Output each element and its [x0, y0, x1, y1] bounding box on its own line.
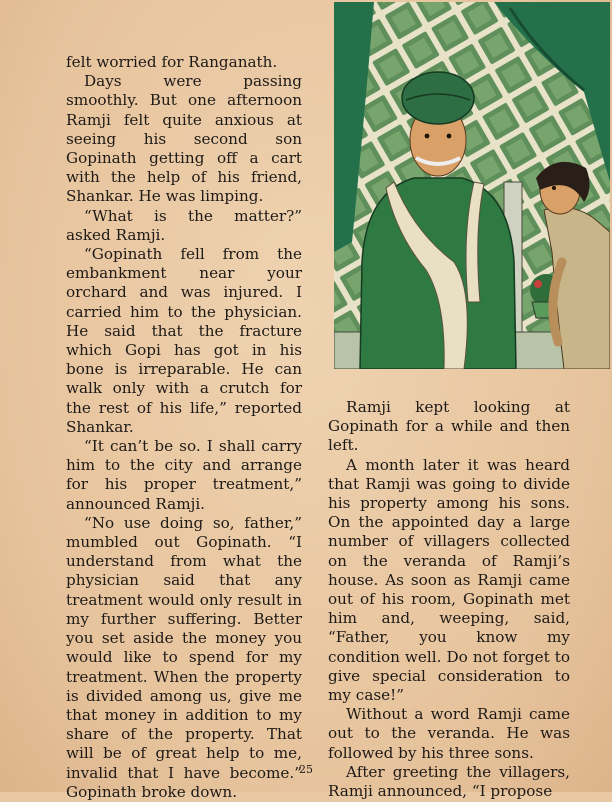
- left-text-column: [66, 53, 302, 802]
- right-text-column: [328, 398, 570, 801]
- paragraph: Ramji kept looking at Gopinath for a while and then left.: [328, 398, 570, 455]
- paragraph: felt worried for Ranganath.: [66, 53, 278, 71]
- paragraph: After greeting the villagers, Ramji announced, “I propose: [328, 762, 570, 801]
- paragraph: “Gopinath fell from the embankment near your orchard and was injured. I carried him to the physician. He said that the fracture which Gopi has got in his bone is irreparable. He can walk only with a crutch for the rest of his life,” reported Shankar.: [66, 245, 302, 436]
- paragraph: “No use doing so, father,” mumbled out Gopinath. “I understand from what the physician said that any treatment would only result in my further suffering. Better you set aside the money you would like to spend for my treatment. When the property is divided among us, give me that money in addition to my share of the property. That will be of great help to me, invalid that I have become.” Gopinath broke down.: [66, 513, 302, 801]
- story-illustration: [334, 2, 610, 369]
- page-number: 25: [299, 763, 313, 776]
- paragraph: “What is the matter?” asked Ramji.: [66, 206, 302, 244]
- paragraph: Without a word Ramji came out to the veranda. He was followed by his three sons.: [328, 705, 570, 762]
- paragraph: “It can’t be so. I shall carry him to the city and arrange for his proper treatment,” announced Ramji.: [66, 437, 302, 513]
- paragraph: A month later it was heard that Ramji was going to divide his property among his sons. On the appointed day a large number of villagers collected on the veranda of Ramji’s house. As soon as Ramji came out of his room, Gopinath met him and, weeping, said, “Father, you know my condition well. Do not forget to give special consideration to my case!”: [328, 455, 570, 705]
- paragraph: Days were passing smoothly. But one afternoon Ramji felt quite anxious at seeing his second son Gopinath getting off a cart with the help of his friend, Shankar. He was limping.: [66, 72, 302, 206]
